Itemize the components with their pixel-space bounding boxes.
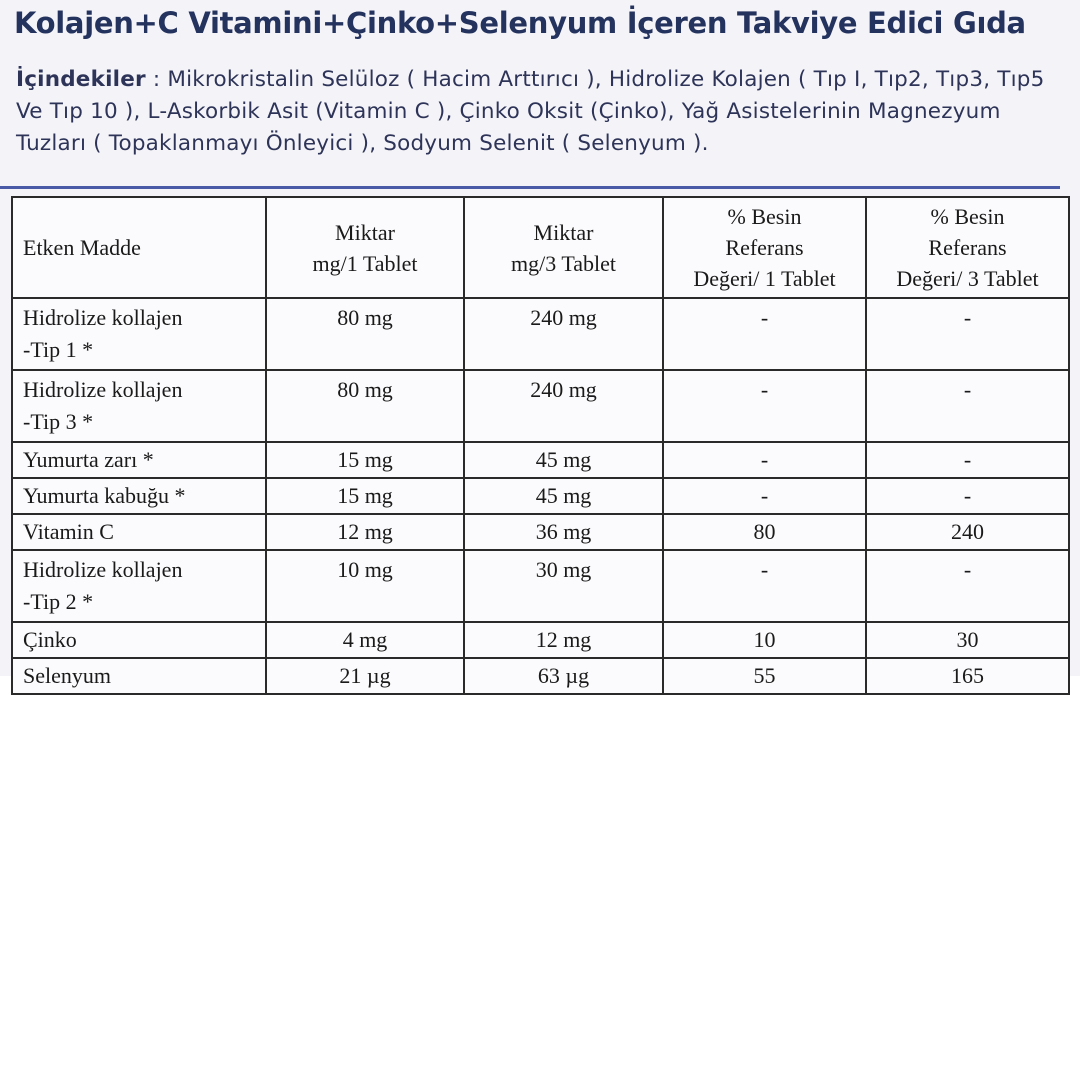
cell-ingredient: Hidrolize kollajen -Tip 1 * bbox=[12, 298, 266, 370]
table-row bbox=[12, 442, 1069, 478]
cell-amount-3-tablet: 12 mg bbox=[464, 622, 663, 658]
cell-amount-1-tablet: 80 mg bbox=[266, 370, 464, 442]
header-line: Referans bbox=[928, 235, 1007, 260]
cell-nrv-3-tablet: - bbox=[866, 298, 1069, 370]
cell-ingredient: Selenyum bbox=[12, 658, 266, 694]
table-header-row bbox=[12, 197, 1069, 298]
divider-line bbox=[0, 186, 1060, 189]
table-row bbox=[12, 370, 1069, 442]
cell-amount-1-tablet: 21 µg bbox=[266, 658, 464, 694]
cell-amount-3-tablet: 30 mg bbox=[464, 550, 663, 622]
cell-nrv-1-tablet: - bbox=[663, 370, 866, 442]
header-amount-3-tablet bbox=[464, 197, 663, 298]
cell-nrv-3-tablet: 240 bbox=[866, 514, 1069, 550]
cell-nrv-3-tablet: - bbox=[866, 478, 1069, 514]
header-line: Referans bbox=[725, 235, 804, 260]
cell-amount-1-tablet: 15 mg bbox=[266, 442, 464, 478]
cell-nrv-1-tablet: 80 bbox=[663, 514, 866, 550]
cell-ingredient: Hidrolize kollajen -Tip 3 * bbox=[12, 370, 266, 442]
table-body bbox=[12, 298, 1069, 694]
header-amount-1-tablet bbox=[266, 197, 464, 298]
cell-nrv-1-tablet: - bbox=[663, 298, 866, 370]
cell-amount-1-tablet: 80 mg bbox=[266, 298, 464, 370]
header-nrv-3-tablet bbox=[866, 197, 1069, 298]
table-row bbox=[12, 550, 1069, 622]
cell-amount-3-tablet: 45 mg bbox=[464, 442, 663, 478]
cell-amount-1-tablet: 12 mg bbox=[266, 514, 464, 550]
table-row bbox=[12, 622, 1069, 658]
cell-nrv-3-tablet: 165 bbox=[866, 658, 1069, 694]
cell-amount-1-tablet: 4 mg bbox=[266, 622, 464, 658]
header-line: Değeri/ 3 Tablet bbox=[896, 266, 1039, 291]
header-line: Miktar bbox=[533, 219, 594, 245]
cell-nrv-3-tablet: 30 bbox=[866, 622, 1069, 658]
table-row bbox=[12, 658, 1069, 694]
table-row bbox=[12, 514, 1069, 550]
cell-nrv-3-tablet: - bbox=[866, 442, 1069, 478]
nutrition-table bbox=[11, 196, 1070, 695]
cell-nrv-1-tablet: 10 bbox=[663, 622, 866, 658]
ingredients-text: : Mikrokristalin Selüloz ( Hacim Arttırıcı ), Hidrolize Kolajen ( Tıp I, Tıp2, Tıp3, Tıp5 Ve Tıp 10 ), L-Askorbik Asit (Vitamin C ), Çinko Oksit (Çinko), Yağ Asistelerinin Magnezyum Tuzları ( Topaklanmayı Önleyici ), Sodyum Selenit ( Selenyum ). bbox=[16, 67, 1045, 156]
cell-amount-3-tablet: 45 mg bbox=[464, 478, 663, 514]
cell-ingredient: Yumurta kabuğu * bbox=[12, 478, 266, 514]
header-line: Değeri/ 1 Tablet bbox=[693, 266, 836, 291]
cell-ingredient: Hidrolize kollajen -Tip 2 * bbox=[12, 550, 266, 622]
cell-nrv-3-tablet: - bbox=[866, 550, 1069, 622]
table-row bbox=[12, 298, 1069, 370]
cell-nrv-1-tablet: 55 bbox=[663, 658, 866, 694]
cell-amount-3-tablet: 240 mg bbox=[464, 298, 663, 370]
cell-nrv-1-tablet: - bbox=[663, 442, 866, 478]
ingredients-label: İçindekiler bbox=[16, 67, 146, 92]
cell-nrv-1-tablet: - bbox=[663, 550, 866, 622]
cell-ingredient: Vitamin C bbox=[12, 514, 266, 550]
cell-amount-3-tablet: 240 mg bbox=[464, 370, 663, 442]
product-title: Kolajen+C Vitamini+Çinko+Selenyum İçeren Takviye Edici Gıda bbox=[14, 6, 1026, 40]
cell-amount-1-tablet: 10 mg bbox=[266, 550, 464, 622]
cell-nrv-1-tablet: - bbox=[663, 478, 866, 514]
table-row bbox=[12, 478, 1069, 514]
cell-amount-1-tablet: 15 mg bbox=[266, 478, 464, 514]
cell-nrv-3-tablet: - bbox=[866, 370, 1069, 442]
header-line: Miktar bbox=[335, 219, 395, 245]
cell-ingredient: Çinko bbox=[12, 622, 266, 658]
header-active-ingredient: Etken Madde bbox=[12, 197, 266, 298]
cell-amount-3-tablet: 63 µg bbox=[464, 658, 663, 694]
cell-amount-3-tablet: 36 mg bbox=[464, 514, 663, 550]
header-line: % Besin bbox=[727, 204, 802, 229]
header-line: mg/1 Tablet bbox=[312, 250, 418, 276]
ingredients-paragraph bbox=[16, 64, 1066, 160]
header-line: % Besin bbox=[930, 204, 1005, 229]
header-nrv-1-tablet bbox=[663, 197, 866, 298]
header-line: mg/3 Tablet bbox=[511, 250, 616, 276]
cell-ingredient: Yumurta zarı * bbox=[12, 442, 266, 478]
